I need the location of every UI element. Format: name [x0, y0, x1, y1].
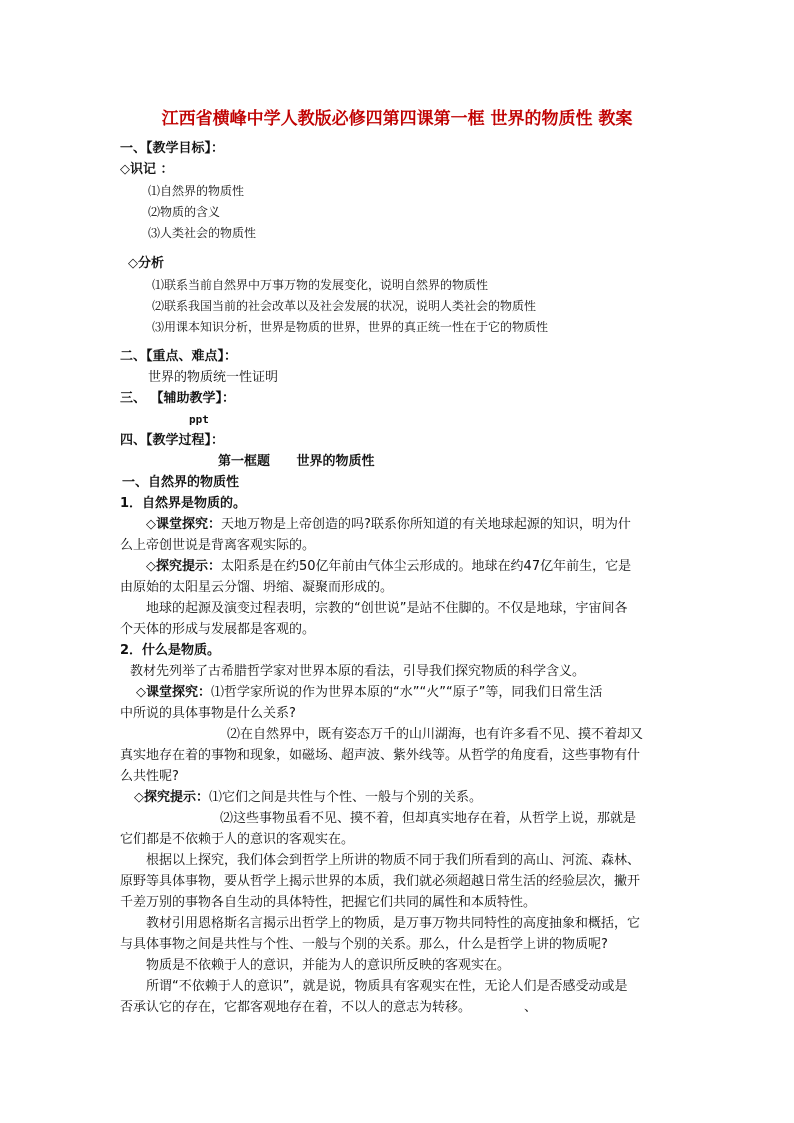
analysis-item: ⑶用课本知识分析，世界是物质的世界，世界的真正统一性在于它的物质性 [152, 320, 549, 334]
paragraph: 地球的起源及演变过程表明，宗教的“创世说”是站不住脚的。不仅是地球，宇宙间各 [146, 601, 628, 616]
recall-item: ⑶人类社会的物质性 [148, 226, 257, 240]
inquiry-text: 中所说的具体事物是什么关系? [120, 706, 296, 721]
paragraph: 与具体事物之间是共性与个性、一般与个别的关系。那么，什么是哲学上讲的物质呢? [120, 937, 608, 952]
subsection-heading: 一、自然界的物质性 [122, 475, 240, 490]
keypoints-heading: 二、【重点、难点】： [120, 349, 238, 364]
aids-heading: 三、 【辅助教学】： [120, 391, 236, 406]
hint-label: ◇探究提示： [146, 559, 221, 574]
inquiry-text: 天地万物是上帝创造的吗?联系你所知道的有关地球起源的知识，明为什 [221, 517, 631, 532]
goals-heading: 一、【教学目标】： [120, 141, 225, 156]
page-title: 江西省横峰中学人教版必修四第四课第一框 世界的物质性 教案 [161, 109, 633, 129]
recall-item: ⑴自然界的物质性 [148, 184, 245, 198]
stray-mark: 、 [524, 1000, 538, 1015]
hint-text: ⑴它们之间是共性与个性、一般与个别的关系。 [209, 790, 483, 805]
inquiry-paragraph [146, 516, 631, 534]
paragraph: 所谓“不依赖于人的意识”，就是说，物质具有客观实在性，无论人们是否感受动或是 [146, 979, 628, 994]
inquiry-text: 么上帝创世说是背离客观实际的。 [120, 538, 316, 553]
hint-text: 它们都是不依赖于人的意识的客观实在。 [120, 832, 355, 847]
paragraph: 根据以上探究，我们体会到哲学上所讲的物质不同于我们所看到的高山、河流、森林、 [146, 853, 641, 868]
process-heading: 四、【教学过程】： [120, 433, 225, 448]
paragraph: 否承认它的存在，它都客观地存在着，不以人的意志为转移。 [120, 1000, 472, 1015]
paragraph: 千差万别的事物各自生动的具体特性，把握它们共同的属性和本质特性。 [120, 895, 537, 910]
paragraph: 原野等具体事物，要从哲学上揭示世界的本质，我们就必须超越日常生活的经验层次，撇开 [120, 874, 641, 889]
inquiry-label: ◇课堂探究： [146, 517, 221, 532]
analysis-label: ◇分析 [128, 256, 164, 271]
hint-paragraph [134, 789, 482, 807]
inquiry-paragraph [136, 684, 602, 702]
analysis-item: ⑵联系我国当前的社会改革以及社会发展的状况，说明人类社会的物质性 [152, 299, 537, 313]
inquiry-text: 么共性呢? [120, 769, 179, 784]
paragraph: 教材引用恩格斯名言揭示出哲学上的物质，是万事万物共同特性的高度抽象和概括，它 [146, 916, 641, 931]
keypoints-text: 世界的物质统一性证明 [148, 370, 279, 385]
point-heading: 1．自然界是物质的。 [120, 496, 247, 511]
hint-paragraph [146, 558, 631, 576]
paragraph: 个天体的形成与发展都是客观的。 [120, 622, 316, 637]
paragraph: 教材先列举了古希腊哲学家对世界本原的看法，引导我们探究物质的科学含义。 [130, 664, 586, 679]
frame-title: 第一框题 世界的物质性 [218, 454, 375, 469]
inquiry-text: ⑴哲学家所说的作为世界本原的“水”“火”“原子”等，同我们日常生活 [211, 685, 603, 700]
hint-text: 太阳系是在约50亿年前由气体尘云形成的。地球在约47亿年前生，它是 [221, 559, 632, 574]
hint-label: ◇探究提示： [134, 790, 209, 805]
hint-text: ⑵这些事物虽看不见、摸不着，但却真实地存在着，从哲学上说，那就是 [220, 811, 637, 826]
analysis-item: ⑴联系当前自然界中万事万物的发展变化，说明自然界的物质性 [152, 278, 489, 292]
inquiry-label: ◇课堂探究： [136, 685, 211, 700]
point-heading: 2．什么是物质。 [120, 643, 221, 658]
hint-text: 由原始的太阳星云分馏、坍缩、凝聚而形成的。 [120, 580, 394, 595]
inquiry-text: ⑵在自然界中，既有姿态万千的山川湖海，也有许多看不见、摸不着却又 [227, 727, 644, 742]
recall-item: ⑵物质的含义 [148, 205, 221, 219]
definition-paragraph: 物质是不依赖于人的意识，并能为人的意识所反映的客观实在。 [146, 958, 511, 973]
inquiry-text: 真实地存在着的事物和现象，如磁场、超声波、紫外线等。从哲学的角度看，这些事物有什 [120, 748, 641, 763]
recall-label: ◇识记 ： [120, 162, 174, 177]
aids-text: ppt [189, 413, 209, 426]
